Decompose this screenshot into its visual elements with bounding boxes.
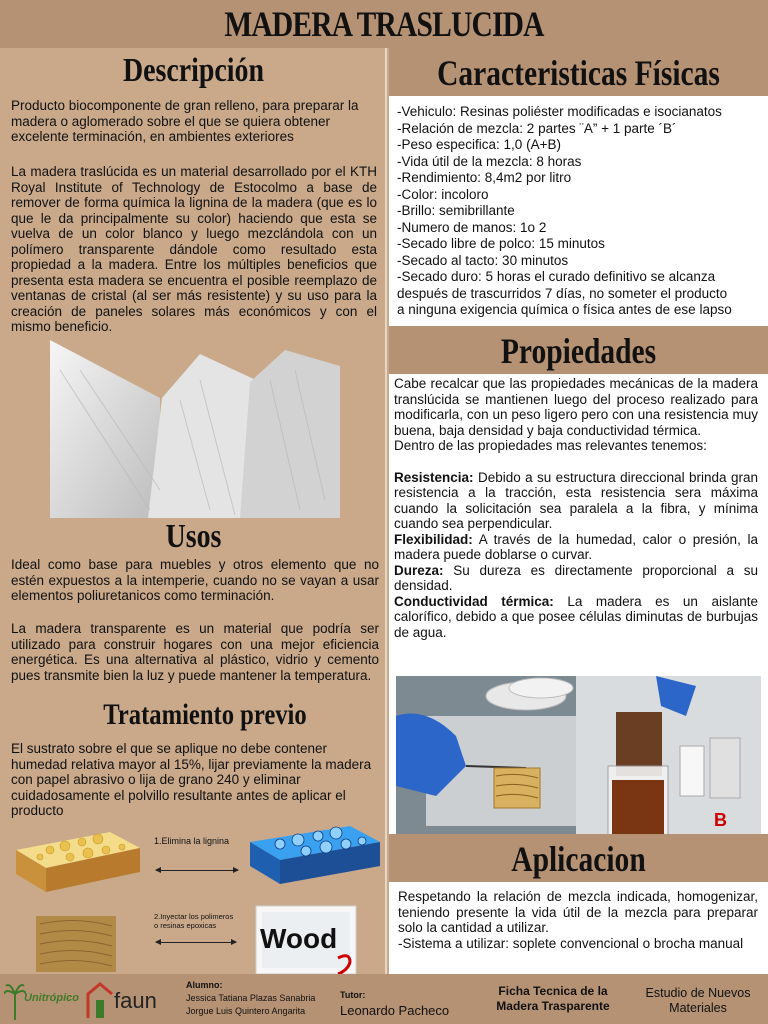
step-2-label-b: o resinas epoxicas — [154, 921, 217, 930]
palm-tree-icon — [4, 980, 26, 1020]
usos-text-2: La madera transparente es un material que podría ser utilizado para construir hogares con una mejor eficiencia energética. Es una alternativa al plástico, vidrio y cemento pues transmite bien la luz y puede mantener la temperatura. — [11, 621, 379, 683]
right-column — [389, 48, 768, 974]
caracteristicas-header — [389, 48, 768, 96]
propiedades-heading: Propiedades — [500, 331, 657, 371]
step-2-label-a: 2.Inyectar los polimeros — [154, 912, 234, 921]
step-1-label: 1.Elimina la lignina — [154, 836, 230, 846]
house-icon — [86, 982, 114, 1018]
spec-item: -Color: incoloro — [397, 186, 489, 202]
transparent-wood-sample — [256, 906, 356, 974]
aplicacion-header — [389, 834, 768, 882]
spec-item: -Secado libre de polco: 15 minutos — [397, 236, 605, 251]
estudio-line-2: Materiales — [669, 1001, 727, 1015]
tratamiento-heading: Tratamiento previo — [103, 698, 307, 731]
propiedades-body — [394, 376, 758, 640]
step-1-arrow — [156, 870, 238, 871]
translucent-wood-image — [50, 340, 340, 518]
spec-item: -Vehiculo: Resinas poliéster modificadas e isocianatos — [397, 104, 722, 119]
estudio-line-1: Estudio de Nuevos — [645, 986, 751, 1000]
faun-logo-text: faun — [114, 988, 157, 1013]
step-2-arrow — [156, 942, 236, 943]
prop-resistencia: Resistencia: Debido a su estructura direccional brinda gran resistencia a la tracción, esta resistencia sera máxima cuando la solicitación sea paralela a la fibra, y mínima cuando sea perpendicular. — [394, 469, 758, 531]
wood-word: Wood — [260, 923, 338, 954]
alumno-name-2: Jorgue Luis Quintero Angarita — [186, 1006, 306, 1016]
poster-title-bar — [0, 0, 768, 48]
spec-item: -Numero de manos: 1o 2 — [397, 219, 547, 235]
aplicacion-text-1: Respetando la relación de mezcla indicada, homogenizar, teniendo presente la vida útil de la mezcla para preparar solo la cantidad a utilizar. — [398, 889, 758, 935]
usos-text-1: Ideal como base para muebles y otros elemento que no estén expuestos a la intemperie, cuando no se vayan a usar elementos poliuretanicos como terminación. — [11, 557, 379, 603]
prop-dureza: Dureza: Su dureza es directamente proporcional a su densidad. — [394, 562, 758, 593]
tratamiento-text: El sustrato sobre el que se aplique no debe contener humedad relativa mayor al 15%, lijar previamente la madera con papel abrasivo o lija de grano 240 y eliminar cuidadosamente el polvillo resultante antes de aplicar el producto — [11, 741, 372, 818]
spec-item: -Vida útil de la mezcla: 8 horas — [397, 153, 582, 169]
spec-item: -Secado duro: 5 horas el curado definitivo se alcanza — [397, 269, 716, 284]
usos-heading: Usos — [165, 518, 222, 555]
lab-photo — [396, 676, 761, 838]
ficha-line-2: Madera Trasparente — [496, 999, 610, 1013]
aplicacion-text-2: -Sistema a utilizar: soplete convencional o brocha manual — [398, 935, 744, 951]
footer — [0, 974, 768, 1024]
aplicacion-heading: Aplicacion — [511, 839, 646, 879]
spec-item: a ninguna exigencia química o física antes de ese lapso — [397, 302, 732, 317]
caracteristicas-list — [397, 104, 765, 319]
wood-block-raw — [16, 832, 140, 892]
propiedades-intro-2: Dentro de las propiedades mas relevantes tenemos: — [394, 438, 707, 453]
spec-item: -Brillo: semibrillante — [397, 203, 515, 218]
unitropico-logo — [4, 980, 80, 1020]
tutor-label: Tutor: — [340, 990, 366, 1000]
faun-logo — [86, 982, 176, 1020]
descripcion-heading: Descripción — [123, 52, 264, 89]
descripcion-text-2: La madera traslúcida es un material desarrollado por el KTH Royal Institute of Technology de Estocolmo a base de remover de forma química la lignina de la madera (que es lo que le da principalmente su color) haciendo que esta se vuelva de un color blanco y luego mezclándola con un polímero transparente dándole como resultado esta propiedad a la madera. Entre los múltiples beneficios que presenta esta madera se encuentra el posible reemplazo de ventanas de cristal (al ser más resistente) y su uso para la creación de paneles solares más económicos y con el mismo beneficio. — [11, 164, 377, 334]
spec-item: -Peso especifica: 1,0 (A+B) — [397, 137, 561, 152]
svg-text:B: B — [714, 810, 727, 830]
wood-block-delignified — [250, 826, 380, 884]
prop-flexibilidad: Flexibilidad: A través de la humedad, calor o presión, la madera puede doblarse o curvar. — [394, 531, 758, 562]
alumno-name-1: Jessica Tatiana Plazas Sanabria — [186, 993, 316, 1003]
alumno-label: Alumno: — [186, 980, 223, 990]
spec-item: después de trascurridos 7 días, no someter el producto — [397, 285, 728, 301]
propiedades-header — [389, 326, 768, 374]
spec-item: -Secado al tacto: 30 minutos — [397, 252, 569, 268]
spec-item: -Relación de mezcla: 2 partes ¨A” + 1 parte ´B´ — [397, 120, 677, 136]
ficha-line-1: Ficha Tecnica de la — [498, 984, 608, 998]
spec-item: -Rendimiento: 8,4m2 por litro — [397, 170, 572, 185]
prop-conductividad: Conductividad térmica: La madera es un aislante calorífico, debido a que posee células diminutas de burbujas de agua. — [394, 593, 758, 640]
unitropico-logo-text: Unitrópico — [24, 992, 79, 1004]
propiedades-intro: Cabe recalcar que las propiedades mecánicas de la madera translúcida se mantienen luego del proceso realizado para modificarla, con un peso ligero pero con una resistencia muy buena, baja densidad y baja conductividad térmica. — [394, 376, 758, 438]
aplicacion-body — [398, 889, 758, 951]
wood-veneer-sample — [36, 916, 116, 972]
caracteristicas-heading: Caracteristicas Físicas — [437, 53, 720, 93]
descripcion-text-1: Producto biocomponente de gran relleno, para preparar la madera o aglomerado sobre el que se quiera obtener excelente terminación, en ambientes exteriores — [11, 98, 359, 144]
tutor-name: Leonardo Pacheco — [340, 1003, 450, 1018]
poster-title: MADERA TRASLUCIDA — [224, 4, 544, 44]
